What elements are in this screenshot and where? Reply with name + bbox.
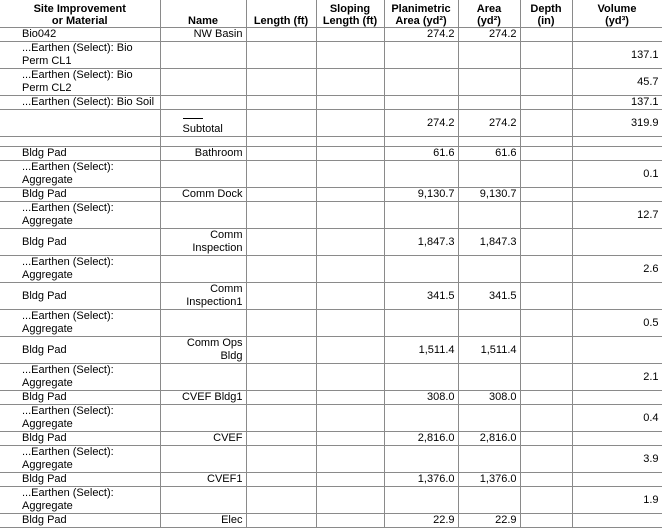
table-cell <box>520 147 572 161</box>
table-cell <box>384 96 458 110</box>
table-cell: 274.2 <box>458 28 520 42</box>
table-cell: ...Earthen (Select): Aggregate <box>0 310 160 337</box>
header-text-line: (yd³) <box>605 15 629 27</box>
table-cell: 22.9 <box>458 514 520 528</box>
header-text-line: (in) <box>537 15 555 27</box>
table-cell <box>160 137 246 147</box>
table-cell: 3.9 <box>572 446 662 473</box>
table-cell <box>572 391 662 405</box>
table-header <box>0 0 662 28</box>
table-cell <box>458 69 520 96</box>
table-cell <box>246 405 316 432</box>
table-cell <box>316 188 384 202</box>
table-cell <box>316 337 384 364</box>
table-cell <box>246 283 316 310</box>
table-cell <box>384 487 458 514</box>
table-cell <box>458 364 520 391</box>
table-cell: ...Earthen (Select): Aggregate <box>0 364 160 391</box>
table-cell: Comm Ops Bldg <box>160 337 246 364</box>
header-text-line: Depth <box>530 3 562 15</box>
table-cell <box>520 96 572 110</box>
table-row <box>0 161 662 188</box>
table-row <box>0 69 662 96</box>
table-cell <box>246 229 316 256</box>
table-cell <box>572 147 662 161</box>
table-cell <box>384 310 458 337</box>
table-cell <box>316 256 384 283</box>
table-cell <box>458 310 520 337</box>
table-cell <box>246 137 316 147</box>
table-cell <box>520 432 572 446</box>
table-cell <box>520 364 572 391</box>
table-cell <box>520 405 572 432</box>
table-row <box>0 147 662 161</box>
table-cell <box>316 364 384 391</box>
table-row <box>0 256 662 283</box>
table-cell <box>316 110 384 137</box>
table-cell: 319.9 <box>572 110 662 137</box>
table-cell <box>246 161 316 188</box>
table-row <box>0 432 662 446</box>
table-cell: 274.2 <box>384 110 458 137</box>
table-cell: 22.9 <box>384 514 458 528</box>
table-cell <box>160 110 246 137</box>
table-cell <box>520 446 572 473</box>
table-cell: NW Basin <box>160 28 246 42</box>
table-cell <box>316 69 384 96</box>
table-cell <box>316 96 384 110</box>
table-cell <box>316 28 384 42</box>
table-cell: 308.0 <box>384 391 458 405</box>
table-cell <box>384 405 458 432</box>
table-cell: Bldg Pad <box>0 147 160 161</box>
table-cell <box>0 110 160 137</box>
table-row <box>0 28 662 42</box>
table-cell <box>458 446 520 473</box>
table-cell <box>316 147 384 161</box>
table-cell: 45.7 <box>572 69 662 96</box>
header-text-line: Site Improvement <box>33 3 126 15</box>
table-cell: 1,847.3 <box>458 229 520 256</box>
table-cell: 12.7 <box>572 202 662 229</box>
header-volume <box>572 0 662 28</box>
table-cell <box>520 337 572 364</box>
table-cell: 2.1 <box>572 364 662 391</box>
table-cell <box>458 42 520 69</box>
header-site-improvement <box>0 0 160 28</box>
table-row <box>0 446 662 473</box>
table-cell <box>520 487 572 514</box>
table-cell <box>458 256 520 283</box>
header-text-line: Area (yd²) <box>395 15 447 27</box>
table-cell <box>572 137 662 147</box>
table-cell: Bldg Pad <box>0 229 160 256</box>
table-cell: CVEF Bldg1 <box>160 391 246 405</box>
table-cell <box>160 42 246 69</box>
table-cell <box>316 229 384 256</box>
table-row <box>0 514 662 528</box>
table-cell <box>246 202 316 229</box>
table-cell <box>316 405 384 432</box>
table-cell <box>246 473 316 487</box>
table-cell <box>246 188 316 202</box>
table-cell <box>384 161 458 188</box>
subtotal-label: Subtotal <box>182 123 223 135</box>
table-cell: 1,847.3 <box>384 229 458 256</box>
table-cell <box>572 473 662 487</box>
table-cell: Comm Inspection1 <box>160 283 246 310</box>
table-cell <box>384 137 458 147</box>
table-row <box>0 405 662 432</box>
table-cell: ...Earthen (Select): Aggregate <box>0 446 160 473</box>
table-cell <box>384 364 458 391</box>
table-cell <box>246 69 316 96</box>
table-cell <box>572 432 662 446</box>
table-cell: 61.6 <box>384 147 458 161</box>
table-cell: Bio042 <box>0 28 160 42</box>
table-cell <box>160 364 246 391</box>
table-cell <box>520 188 572 202</box>
table-row <box>0 188 662 202</box>
table-row <box>0 229 662 256</box>
table-cell <box>572 28 662 42</box>
table-cell <box>160 161 246 188</box>
table-cell <box>520 137 572 147</box>
table-cell <box>246 364 316 391</box>
table-cell <box>160 256 246 283</box>
table-cell: 61.6 <box>458 147 520 161</box>
table-cell: Bldg Pad <box>0 473 160 487</box>
table-body <box>0 28 662 528</box>
table-cell: ...Earthen (Select): Aggregate <box>0 405 160 432</box>
table-cell: 308.0 <box>458 391 520 405</box>
table-cell <box>246 256 316 283</box>
table-cell <box>246 42 316 69</box>
table-cell <box>246 28 316 42</box>
table-cell <box>316 446 384 473</box>
table-cell: ...Earthen (Select): Aggregate <box>0 487 160 514</box>
table-row <box>0 364 662 391</box>
table-cell: 0.5 <box>572 310 662 337</box>
table-cell: 2.6 <box>572 256 662 283</box>
table-cell <box>316 42 384 69</box>
table-cell: CVEF <box>160 432 246 446</box>
table-cell <box>458 202 520 229</box>
table-cell <box>316 310 384 337</box>
header-text-line: (yd²) <box>477 15 501 27</box>
table-cell <box>246 310 316 337</box>
table-cell <box>520 42 572 69</box>
table-cell: Bldg Pad <box>0 283 160 310</box>
header-planimetric-area <box>384 0 458 28</box>
table-cell <box>520 391 572 405</box>
table-cell <box>520 69 572 96</box>
table-cell: 137.1 <box>572 96 662 110</box>
table-cell: Bldg Pad <box>0 337 160 364</box>
table-cell <box>246 432 316 446</box>
table-cell <box>160 310 246 337</box>
header-text-line: Length (ft) <box>322 15 378 27</box>
table-cell: Bldg Pad <box>0 188 160 202</box>
header-text-line: Sloping <box>329 3 371 15</box>
table-row <box>0 42 662 69</box>
table-cell: Elec <box>160 514 246 528</box>
table-cell: Bldg Pad <box>0 514 160 528</box>
header-length <box>246 0 316 28</box>
table-cell <box>520 514 572 528</box>
table-cell: ...Earthen (Select): Bio Perm CL1 <box>0 42 160 69</box>
table-cell <box>520 229 572 256</box>
header-name <box>160 0 246 28</box>
table-row <box>0 96 662 110</box>
table-cell <box>160 405 246 432</box>
header-area <box>458 0 520 28</box>
table-cell: 0.1 <box>572 161 662 188</box>
table-cell: 0.4 <box>572 405 662 432</box>
table-cell <box>316 202 384 229</box>
table-cell: Bldg Pad <box>0 432 160 446</box>
table-cell: ...Earthen (Select): Bio Soil <box>0 96 160 110</box>
table-cell: ...Earthen (Select): Aggregate <box>0 256 160 283</box>
header-text-line: Length (ft) <box>253 15 309 27</box>
table-cell: 274.2 <box>458 110 520 137</box>
table-cell <box>384 446 458 473</box>
table-cell <box>520 283 572 310</box>
table-cell <box>384 42 458 69</box>
table-cell: ...Earthen (Select): Bio Perm CL2 <box>0 69 160 96</box>
subtotal-underline <box>183 118 203 119</box>
table-cell <box>572 337 662 364</box>
table-cell <box>458 487 520 514</box>
table-cell: 274.2 <box>384 28 458 42</box>
table-cell <box>520 110 572 137</box>
table-row <box>0 487 662 514</box>
table-cell <box>572 283 662 310</box>
table-cell <box>316 391 384 405</box>
table-cell <box>384 202 458 229</box>
table-cell <box>572 514 662 528</box>
table-cell: 1.9 <box>572 487 662 514</box>
table-cell <box>316 137 384 147</box>
table-cell <box>520 256 572 283</box>
table-cell <box>384 69 458 96</box>
header-text-line: or Material <box>51 15 108 27</box>
table-cell <box>0 137 160 147</box>
table-cell: 1,376.0 <box>384 473 458 487</box>
table-cell <box>458 405 520 432</box>
table-cell <box>316 514 384 528</box>
table-cell <box>458 137 520 147</box>
table-cell: Comm Dock <box>160 188 246 202</box>
table-cell <box>316 283 384 310</box>
table-row <box>0 283 662 310</box>
header-text-line: Planimetric <box>391 3 451 15</box>
table-cell <box>160 202 246 229</box>
table-cell <box>246 147 316 161</box>
table-cell <box>316 473 384 487</box>
table-cell: ...Earthen (Select): Aggregate <box>0 161 160 188</box>
table-cell <box>246 96 316 110</box>
table-cell <box>246 110 316 137</box>
table-cell: 1,511.4 <box>384 337 458 364</box>
table-row <box>0 310 662 337</box>
table-cell <box>160 487 246 514</box>
table-cell <box>160 446 246 473</box>
table-cell <box>246 391 316 405</box>
table-cell <box>458 96 520 110</box>
table-cell <box>572 229 662 256</box>
table-cell: 2,816.0 <box>458 432 520 446</box>
header-depth <box>520 0 572 28</box>
subtotal-row <box>0 110 662 137</box>
table-cell <box>520 473 572 487</box>
table-cell <box>246 514 316 528</box>
table-cell: 2,816.0 <box>384 432 458 446</box>
table-cell: CVEF1 <box>160 473 246 487</box>
table-cell <box>520 161 572 188</box>
header-text-line: Name <box>188 15 218 27</box>
header-sloping-length <box>316 0 384 28</box>
table-cell <box>458 161 520 188</box>
table-cell: 1,376.0 <box>458 473 520 487</box>
table-cell <box>572 188 662 202</box>
table-row <box>0 473 662 487</box>
separator-row <box>0 137 662 147</box>
table-cell: Bldg Pad <box>0 391 160 405</box>
header-text-line: Volume <box>597 3 637 15</box>
table-cell: 341.5 <box>384 283 458 310</box>
table-cell <box>316 487 384 514</box>
table-cell <box>246 446 316 473</box>
table-cell <box>316 432 384 446</box>
table-row <box>0 337 662 364</box>
table-cell <box>246 337 316 364</box>
table-row <box>0 202 662 229</box>
table-cell: 9,130.7 <box>458 188 520 202</box>
table-cell <box>246 487 316 514</box>
table-cell: ...Earthen (Select): Aggregate <box>0 202 160 229</box>
table-cell: 341.5 <box>458 283 520 310</box>
table-cell <box>160 96 246 110</box>
table-cell <box>316 161 384 188</box>
table-cell <box>160 69 246 96</box>
table-cell: 137.1 <box>572 42 662 69</box>
table-cell: 9,130.7 <box>384 188 458 202</box>
table-row <box>0 391 662 405</box>
table-cell <box>520 310 572 337</box>
header-text-line: Area <box>476 3 502 15</box>
table-cell <box>520 28 572 42</box>
table-cell: Bathroom <box>160 147 246 161</box>
table-cell: 1,511.4 <box>458 337 520 364</box>
table-cell <box>384 256 458 283</box>
table-cell <box>520 202 572 229</box>
table-cell: Comm Inspection <box>160 229 246 256</box>
